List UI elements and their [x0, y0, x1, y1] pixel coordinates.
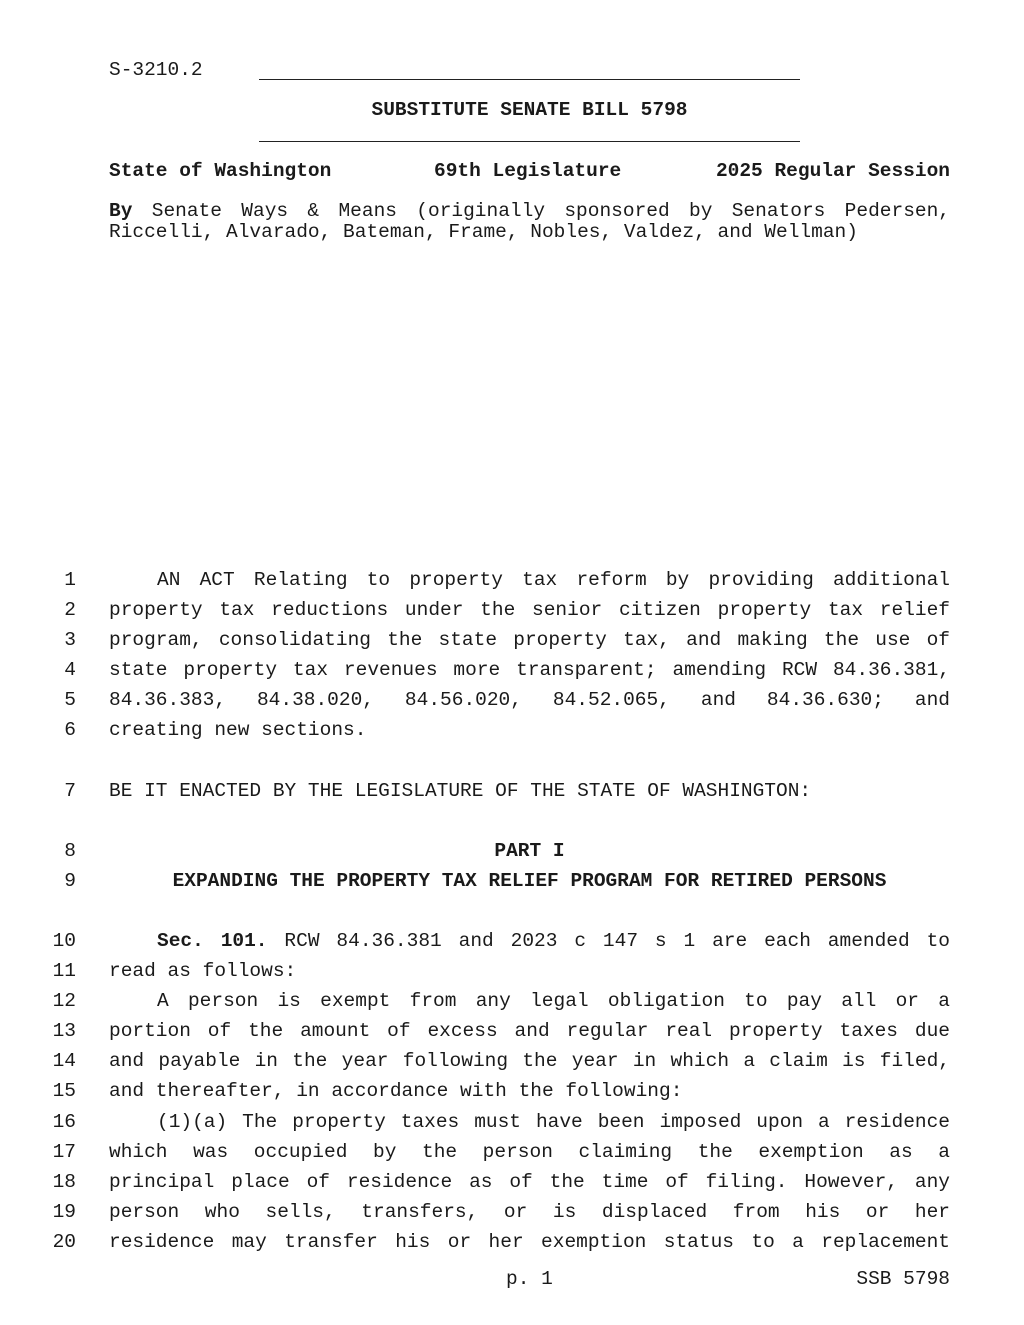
- line-number: 15: [52, 1080, 76, 1102]
- line-number: 19: [52, 1201, 76, 1223]
- part-heading: PART I: [494, 840, 565, 862]
- line-number: 4: [64, 659, 76, 681]
- line-number: 3: [64, 629, 76, 651]
- bill-title: SUBSTITUTE SENATE BILL 5798: [371, 99, 688, 121]
- legislature-label: 69th Legislature: [434, 160, 622, 182]
- line-number: 8: [64, 840, 76, 862]
- line-number: 14: [52, 1050, 76, 1072]
- footer-bill-ref: SSB 5798: [856, 1268, 950, 1290]
- act-line-5: 84.36.383, 84.38.020, 84.56.020, 84.52.065, and 84.36.630; and: [109, 689, 950, 711]
- section-line-12: A person is exempt from any legal obligation to pay all or a: [157, 990, 950, 1012]
- section-text: RCW 84.36.381 and 2023 c 147 s 1 are each amended to: [284, 930, 950, 952]
- section-line-13: portion of the amount of excess and regular real property taxes due: [109, 1020, 950, 1042]
- line-number: 20: [52, 1231, 76, 1253]
- line-number: 16: [52, 1111, 76, 1133]
- section-line-20: residence may transfer his or her exemption status to a replacement: [109, 1231, 950, 1253]
- line-number: 5: [64, 689, 76, 711]
- session-label: 2025 Regular Session: [715, 160, 950, 182]
- bottom-rule: [259, 141, 800, 142]
- section-label: Sec. 101.: [157, 930, 268, 952]
- part-title: EXPANDING THE PROPERTY TAX RELIEF PROGRAM FOR RETIRED PERSONS: [172, 870, 887, 892]
- state-label: State of Washington: [109, 160, 332, 182]
- section-line-17: which was occupied by the person claiming the exemption as a: [109, 1141, 950, 1163]
- document-code: S-3210.2: [109, 59, 203, 81]
- by-label: By: [109, 200, 133, 222]
- line-number: 9: [64, 870, 76, 892]
- section-line-18: principal place of residence as of the time of filing. However, any: [109, 1171, 950, 1193]
- section-line-14: and payable in the year following the year in which a claim is filed,: [109, 1050, 950, 1072]
- line-number: 18: [52, 1171, 76, 1193]
- act-line-1: AN ACT Relating to property tax reform by providing additional: [157, 569, 950, 591]
- line-number: 6: [64, 719, 76, 741]
- line-number: 13: [52, 1020, 76, 1042]
- section-line-16: (1)(a) The property taxes must have been imposed upon a residence: [157, 1111, 950, 1133]
- section-line-10: [109, 929, 950, 953]
- section-line-19: person who sells, transfers, or is displaced from his or her: [109, 1201, 950, 1223]
- act-line-2: property tax reductions under the senior citizen property tax relief: [109, 599, 950, 621]
- section-line-11: read as follows:: [109, 960, 297, 982]
- page-number: p. 1: [506, 1268, 553, 1290]
- line-number: 10: [52, 930, 76, 952]
- line-number: 11: [52, 960, 76, 982]
- top-rule: [259, 79, 800, 80]
- sponsors-line-2: Riccelli, Alvarado, Bateman, Frame, Nobles, Valdez, and Wellman): [109, 221, 858, 243]
- line-number: 2: [64, 599, 76, 621]
- act-line-4: state property tax revenues more transparent; amending RCW 84.36.381,: [109, 659, 950, 681]
- act-line-3: program, consolidating the state property tax, and making the use of: [109, 629, 950, 651]
- act-line-6: creating new sections.: [109, 719, 367, 741]
- line-number: 17: [52, 1141, 76, 1163]
- sponsors-text: Senate Ways & Means (originally sponsored by Senators Pedersen,: [151, 200, 950, 222]
- section-line-15: and thereafter, in accordance with the following:: [109, 1080, 683, 1102]
- line-number: 7: [64, 780, 76, 802]
- line-number: 12: [52, 990, 76, 1012]
- line-number: 1: [64, 569, 76, 591]
- enacting-clause: BE IT ENACTED BY THE LEGISLATURE OF THE STATE OF WASHINGTON:: [109, 780, 812, 802]
